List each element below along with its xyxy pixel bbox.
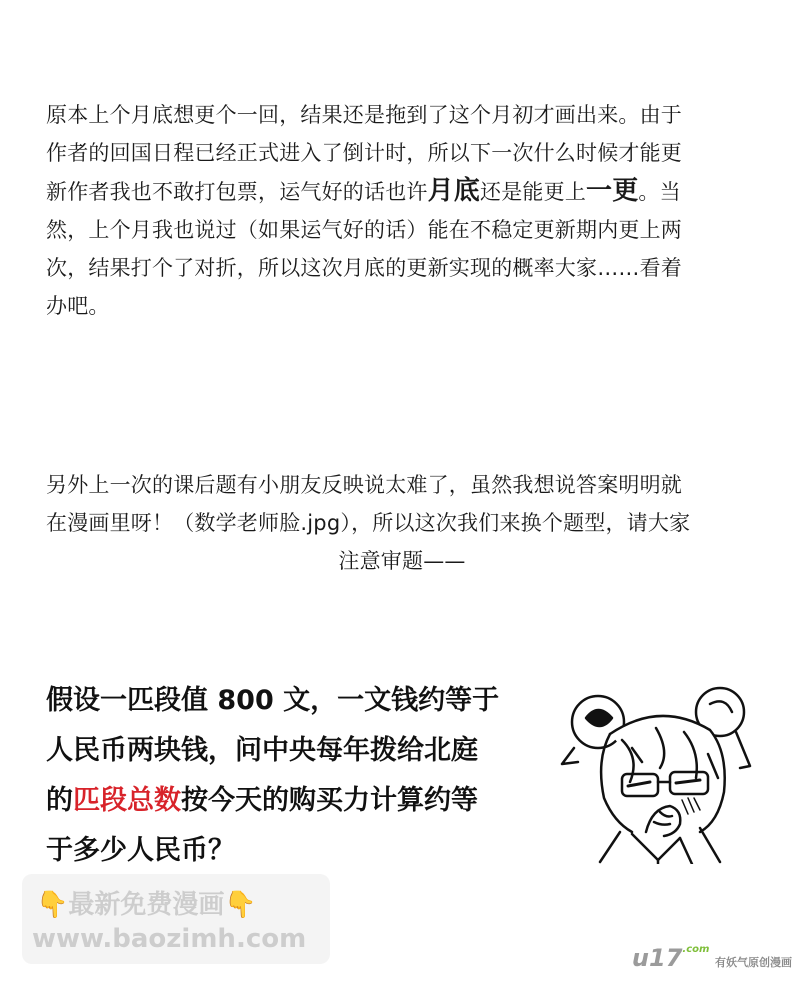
emphasis-one-update: 一更 [586,176,639,206]
u17-logo [632,944,792,974]
logo-main-text: u17 [631,944,683,972]
intro-paragraph [46,96,758,325]
question-line: 假设一匹段值 800 文，一文钱约等于 [46,685,500,716]
text-fragment: 新作者我也不敢打包票，运气好的话也许 [46,180,428,204]
text-line: 然，上个月我也说过（如果运气好的话）能在不稳定更新期内更上两 [46,218,682,242]
text-line: 作者的回国日程已经正式进入了倒计时，所以下一次什么时候才能更 [46,141,682,165]
pointing-hand-icon: 👇 [36,890,69,920]
text-line: 另外上一次的课后题有小朋友反映说太难了，虽然我想说答案明明就 [46,473,682,497]
question-line [46,776,566,826]
watermark-banner [22,874,330,964]
text-line: 注意审题—— [338,549,466,573]
watermark-text: 最新免费漫画 [68,890,225,920]
pointing-hand-icon: 👇 [224,890,257,920]
text-line: 办吧。 [46,294,110,318]
text-fragment: 。当 [638,180,681,204]
highlight-total-bolts: 匹段总数 [73,785,181,816]
emphasis-month-end: 月底 [427,176,481,206]
question-line: 于多少人民币？ [46,835,235,866]
text-line: 次，结果打个了对折，所以这次月底的更新实现的概率大家……看着 [46,256,682,280]
text-fragment: 按今天的购买力计算约等 [181,785,478,816]
text-line: 在漫画里呀！（数学老师脸.jpg），所以这次我们来换个题型，请大家 [46,511,691,535]
text-line: 原本上个月底想更个一回，结果还是拖到了这个月初才画出来。由于 [46,103,682,127]
watermark-url: www.baozimh.com [32,924,307,954]
text-fragment: 的 [46,785,73,816]
question-block [46,676,566,876]
homework-paragraph [46,466,758,580]
text-line [46,172,758,211]
logo-tagline: 有妖气原创漫画 [715,956,792,969]
question-line: 人民币两块钱，问中央每年拨给北庭 [46,735,478,766]
text-fragment: 还是能更上 [480,180,587,204]
teacher-portrait-illustration [560,682,756,864]
logo-domain-text: .com [682,944,710,955]
